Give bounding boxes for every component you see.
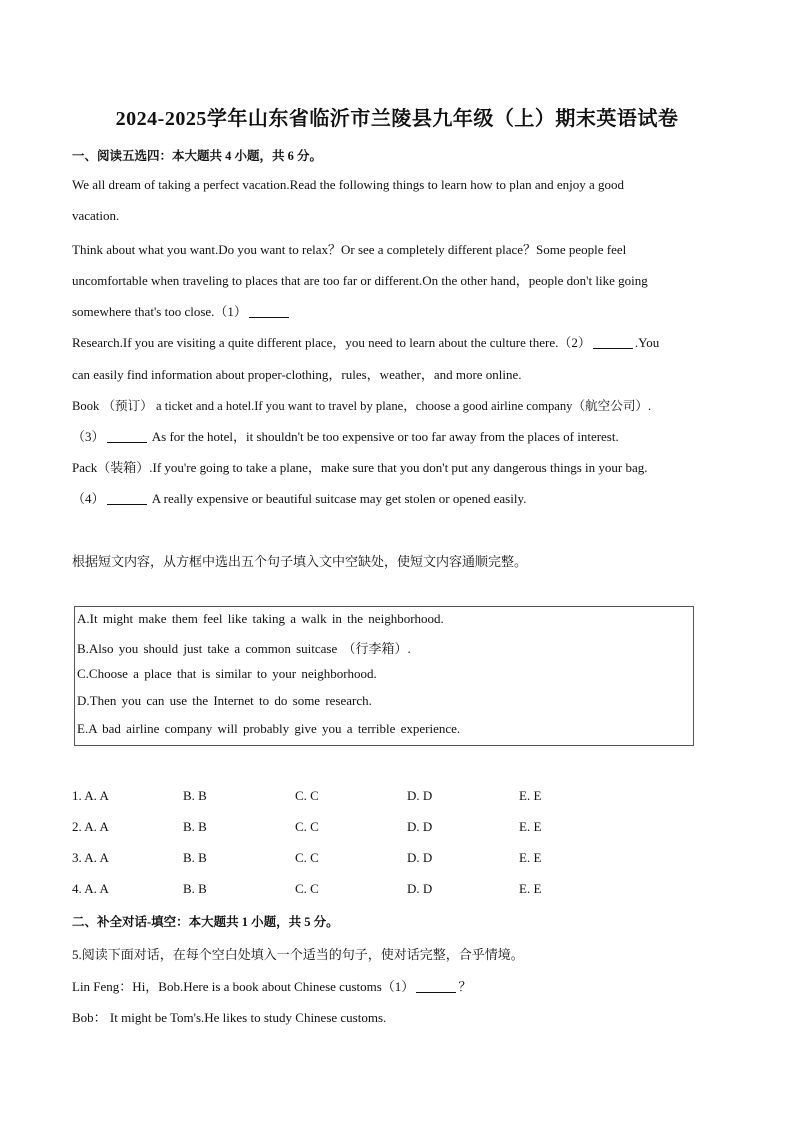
- blank-3[interactable]: [107, 429, 147, 443]
- dialog-text: ？: [458, 979, 472, 994]
- choice-c[interactable]: C. C: [295, 788, 319, 803]
- option-a: A.It might make them feel like taking a walk in the neighborhood.: [77, 611, 444, 626]
- passage-line: Pack（装箱）.If you're going to take a plane，make sure that you don't put any dangerous things in your bag.: [72, 460, 648, 475]
- question-row-4: [72, 881, 632, 899]
- blank-1[interactable]: [249, 304, 289, 318]
- choice-d[interactable]: D. D: [407, 881, 433, 896]
- passage-text: somewhere that's too close.（1）: [72, 304, 247, 319]
- choice-c[interactable]: C. C: [295, 881, 319, 896]
- question-row-3: [72, 850, 632, 868]
- choice-c[interactable]: C. C: [295, 819, 319, 834]
- option-b: B.Also you should just take a common suitcase （行李箱）.: [77, 641, 411, 656]
- choice-d[interactable]: D. D: [407, 788, 433, 803]
- blank-2[interactable]: [593, 335, 633, 349]
- passage-text: .You: [634, 335, 660, 350]
- dialog-text: Lin Feng：Hi，Bob.Here is a book about Chinese customs（1）: [72, 979, 415, 994]
- choice-c[interactable]: C. C: [295, 850, 319, 865]
- dialog-line: Bob： It might be Tom's.He likes to study Chinese customs.: [72, 1010, 387, 1025]
- question-row-2: [72, 819, 632, 837]
- choice-e[interactable]: E. E: [519, 788, 542, 803]
- passage-text: A really expensive or beautiful suitcase may get stolen or opened easily.: [148, 491, 527, 506]
- passage-line: Book （预订） a ticket and a hotel.If you want to travel by plane，choose a good airline company（航空公司）.: [72, 399, 652, 413]
- passage-text: （3）: [72, 429, 105, 444]
- passage-line: [72, 488, 526, 507]
- blank-4[interactable]: [107, 491, 147, 505]
- option-d: D.Then you can use the Internet to do some research.: [77, 693, 372, 708]
- choice-a[interactable]: 3. A. A: [72, 850, 109, 865]
- passage-line: [72, 301, 291, 320]
- passage-line: can easily find information about proper-clothing，rules，weather，and more online.: [72, 367, 522, 382]
- instruction: 根据短文内容，从方框中选出五个句子填入文中空缺处，使短文内容通顺完整。: [72, 554, 528, 569]
- choice-a[interactable]: 4. A. A: [72, 881, 109, 896]
- passage-line: uncomfortable when traveling to places that are too far or different.On the other hand，people don't like going: [72, 273, 648, 288]
- choice-e[interactable]: E. E: [519, 881, 542, 896]
- options-box: [74, 606, 694, 746]
- choice-b[interactable]: B. B: [183, 850, 207, 865]
- choice-b[interactable]: B. B: [183, 819, 207, 834]
- passage-text: Research.If you are visiting a quite different place，you need to learn about the culture there.（2）: [72, 335, 591, 350]
- option-c: C.Choose a place that is similar to your neighborhood.: [77, 666, 377, 681]
- passage-line: vacation.: [72, 208, 120, 223]
- dialog-line: [72, 976, 471, 995]
- passage-text: As for the hotel，it shouldn't be too expensive or too far away from the places of interest.: [148, 429, 619, 444]
- question-5-prompt: 5.阅读下面对话，在每个空白处填入一个适当的句子，使对话完整，合乎情境。: [72, 947, 524, 962]
- passage-line: [72, 426, 619, 445]
- choice-d[interactable]: D. D: [407, 850, 433, 865]
- page-title: 2024-2025学年山东省临沂市兰陵县九年级（上）期末英语试卷: [115, 108, 679, 130]
- passage-line: Think about what you want.Do you want to relax？Or see a completely different place？Some people feel: [72, 242, 627, 257]
- choice-d[interactable]: D. D: [407, 819, 433, 834]
- choice-e[interactable]: E. E: [519, 819, 542, 834]
- section-1-heading: 一、阅读五选四：本大题共 4 小题，共 6 分。: [72, 149, 323, 163]
- passage-line: [72, 332, 659, 351]
- passage-line: We all dream of taking a perfect vacation.Read the following things to learn how to plan and enjoy a good: [72, 177, 625, 192]
- section-2-heading: 二、补全对话-填空：本大题共 1 小题，共 5 分。: [72, 915, 339, 929]
- choice-b[interactable]: B. B: [183, 788, 207, 803]
- question-row-1: [72, 788, 632, 806]
- choice-b[interactable]: B. B: [183, 881, 207, 896]
- choice-a[interactable]: 2. A. A: [72, 819, 109, 834]
- choice-a[interactable]: 1. A. A: [72, 788, 109, 803]
- choice-e[interactable]: E. E: [519, 850, 542, 865]
- passage-text: （4）: [72, 491, 105, 506]
- dialog-blank-1[interactable]: [416, 979, 456, 993]
- option-e: E.A bad airline company will probably give you a terrible experience.: [77, 721, 461, 736]
